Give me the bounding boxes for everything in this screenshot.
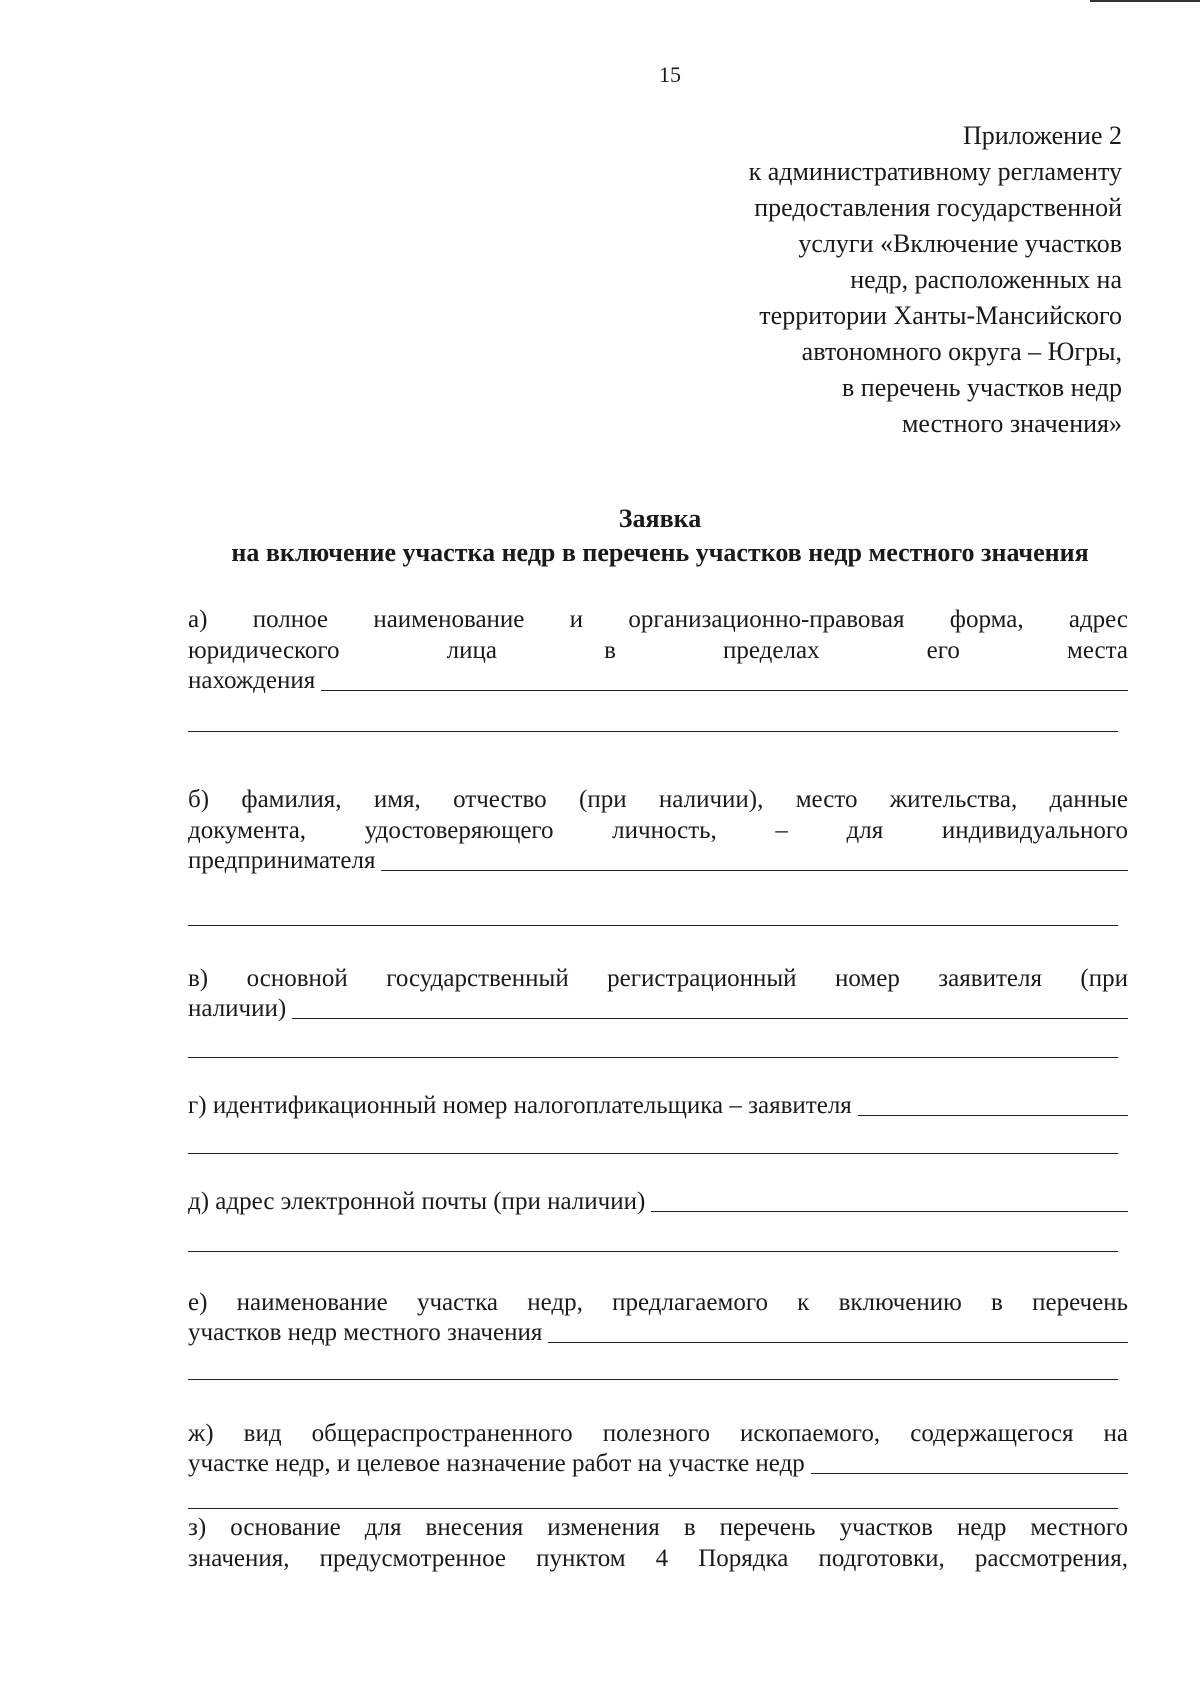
field-z-line: з) основание для внесения изменения в перечень участков недр местного bbox=[188, 1514, 1128, 1541]
field-zh-input-line[interactable] bbox=[811, 1473, 1128, 1474]
field-d-input-line[interactable] bbox=[651, 1211, 1128, 1212]
field-v-line: наличии) bbox=[188, 995, 287, 1022]
field-v-line: в) основной государственный регистрационный номер заявителя (при bbox=[188, 965, 1128, 992]
appendix-line: услуги «Включение участков bbox=[798, 229, 1122, 258]
page-number: 15 bbox=[659, 62, 681, 87]
field-zh-fill-row bbox=[188, 1449, 1128, 1479]
field-v-input-line[interactable] bbox=[292, 1018, 1128, 1019]
field-a-line: юридического лица в пределах его места bbox=[188, 637, 1128, 664]
field-z-line: значения, предусмотренное пунктом 4 Порядка подготовки, рассмотрения, bbox=[188, 1545, 1128, 1572]
field-b-line: предпринимателя bbox=[188, 847, 376, 874]
field-b-line: документа, удостоверяющего личность, – для индивидуального bbox=[188, 817, 1128, 844]
field-b-input-line[interactable] bbox=[381, 870, 1128, 871]
field-e bbox=[188, 1287, 1128, 1348]
field-g-input-line[interactable] bbox=[858, 1115, 1128, 1116]
field-z bbox=[188, 1512, 1128, 1574]
field-b-fill-row bbox=[188, 846, 1128, 876]
field-d bbox=[188, 1187, 1128, 1217]
field-g-blank-line[interactable] bbox=[188, 1153, 1118, 1154]
title-line: на включение участка недр в перечень участков недр местного значения bbox=[231, 538, 1089, 567]
appendix-line: территории Ханты-Мансийского bbox=[759, 301, 1122, 330]
field-v-fill-row bbox=[188, 994, 1128, 1024]
field-zh-blank-line[interactable] bbox=[188, 1508, 1118, 1509]
field-e-line: участков недр местного значения bbox=[188, 1319, 543, 1346]
field-b-line: б) фамилия, имя, отчество (при наличии), место жительства, данные bbox=[188, 786, 1128, 813]
field-g bbox=[188, 1091, 1128, 1121]
field-zh bbox=[188, 1418, 1128, 1479]
field-b-blank-line[interactable] bbox=[188, 925, 1118, 926]
title-line: Заявка bbox=[618, 504, 702, 533]
field-d-fill-row bbox=[188, 1187, 1128, 1217]
field-e-blank-line[interactable] bbox=[188, 1379, 1118, 1380]
field-b bbox=[188, 784, 1128, 876]
field-a-blank-line[interactable] bbox=[188, 731, 1118, 732]
field-v bbox=[188, 963, 1128, 1024]
appendix-line: недр, расположенных на bbox=[850, 265, 1122, 294]
appendix-line: Приложение 2 bbox=[962, 121, 1122, 150]
appendix-line: автономного округа – Югры, bbox=[801, 337, 1122, 366]
field-d-blank-line[interactable] bbox=[188, 1251, 1118, 1252]
appendix-line: предоставления государственной bbox=[754, 193, 1122, 222]
field-e-line: е) наименование участка недр, предлагаемого к включению в перечень bbox=[188, 1289, 1128, 1316]
field-a-line: а) полное наименование и организационно-правовая форма, адрес bbox=[188, 606, 1128, 633]
field-a-fill-row bbox=[188, 666, 1128, 696]
appendix-header bbox=[749, 118, 1122, 442]
field-a-line: нахождения bbox=[188, 667, 316, 694]
field-zh-line: участке недр, и целевое назначение работ на участке недр bbox=[188, 1450, 805, 1477]
field-g-fill-row bbox=[188, 1091, 1128, 1121]
corner-scan-mark bbox=[1090, 0, 1200, 2]
appendix-line: к административному регламенту bbox=[748, 157, 1122, 186]
document-title bbox=[190, 502, 1130, 570]
field-zh-line: ж) вид общераспространенного полезного ископаемого, содержащегося на bbox=[188, 1420, 1128, 1447]
field-a-input-line[interactable] bbox=[321, 690, 1128, 691]
field-e-input-line[interactable] bbox=[548, 1342, 1128, 1343]
field-e-fill-row bbox=[188, 1318, 1128, 1348]
field-g-line: г) идентификационный номер налогоплательщика – заявителя bbox=[188, 1092, 852, 1119]
field-a bbox=[188, 604, 1128, 696]
field-d-line: д) адрес электронной почты (при наличии) bbox=[188, 1188, 646, 1215]
appendix-line: в перечень участков недр bbox=[842, 373, 1122, 402]
field-v-blank-line[interactable] bbox=[188, 1057, 1118, 1058]
appendix-line: местного значения» bbox=[901, 409, 1122, 438]
